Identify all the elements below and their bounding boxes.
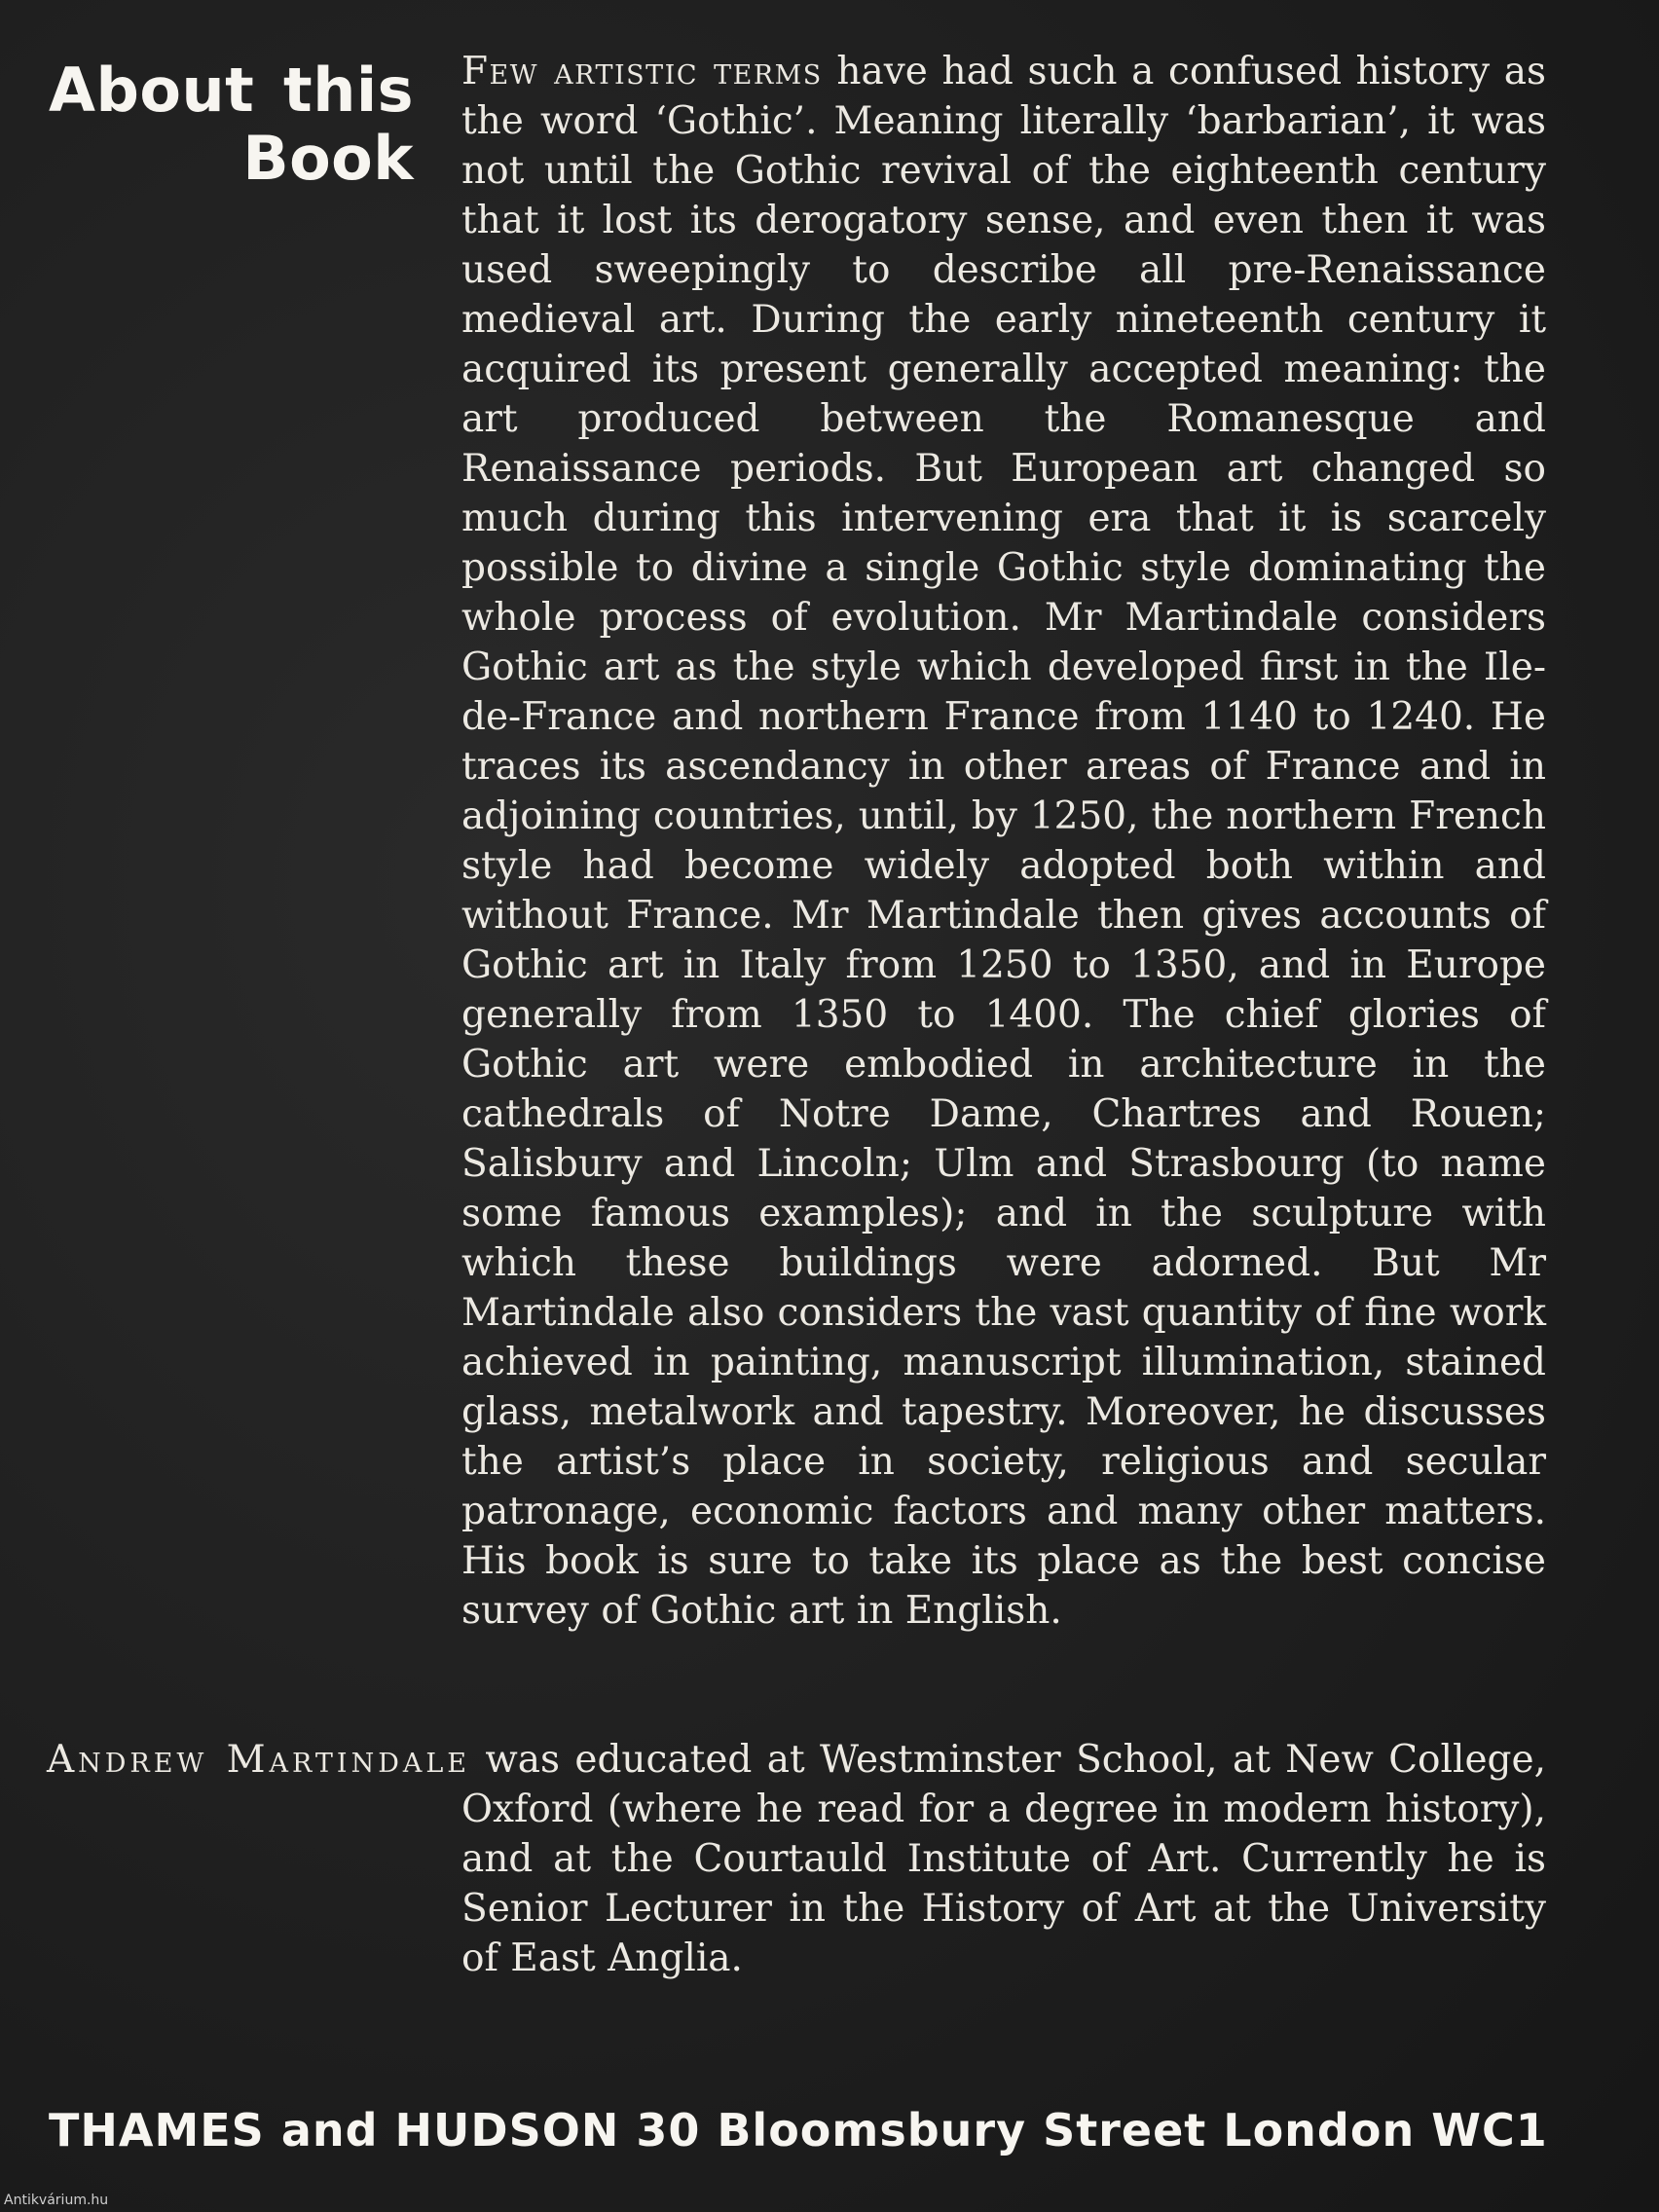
heading-line-2: Book [242, 123, 414, 194]
description-lead-words: Few artistic terms [461, 50, 823, 93]
author-name: Andrew Martindale [47, 1738, 470, 1782]
heading-line-1: About this [49, 55, 414, 126]
description-text: have had such a confused history as the word ‘Gothic’. Meaning literally ‘barbarian’, it was not until the Gothic revival of the eighteenth century that it lost its derogatory sense, and even then it was used sweepingly to describe all pre-Renaissance medieval art. During the early nineteenth century it acquired its present generally accepted meaning: the art produced between the Romanesque and Renaissance periods. But European art changed so much during this intervening era that it is scarcely possible to divine a single Gothic style dominating the whole process of evolution. Mr Martindale considers Gothic art as the style which developed first in the Ile-de-France and northern France from 1140 to 1240. He traces its ascendancy in other areas of France and in adjoining countries, until, by 1250, the northern French style had become widely adopted both within and without France. Mr Martindale then gives accounts of Gothic art in Italy from 1250 to 1350, and in Europe generally from 1350 to 1400. The chief glories of Gothic art were embodied in architecture in the cathedrals of Notre Dame, Chartres and Rouen; Salisbury and Lincoln; Ulm and Strasbourg (to name some famous examples); and in the sculpture with which these buildings were adorned. But Mr Martindale also considers the vast quantity of fine work achieved in painting, manuscript illumination, stained glass, metalwork and tapestry. Moreover, he discusses the artist’s place in society, religious and secular patronage, economic factors and many other matters. His book is sure to take its place as the best concise survey of Gothic art in English. [461, 50, 1546, 1633]
author-bio-text: was educated at Westminster School, at New College, Oxford (where he read for a degree in modern history), and at the Courtauld Institute of Art. Currently he is Senior Lecturer in the History of Art at the University of East Anglia. [461, 1738, 1547, 1980]
watermark: Antikvárium.hu [4, 2193, 109, 2208]
book-description [461, 47, 1546, 1636]
author-biography [47, 1735, 1546, 1983]
section-heading [49, 56, 414, 193]
publisher-imprint: THAMES and HUDSON 30 Bloomsbury Street London WC1 [49, 2104, 1548, 2157]
